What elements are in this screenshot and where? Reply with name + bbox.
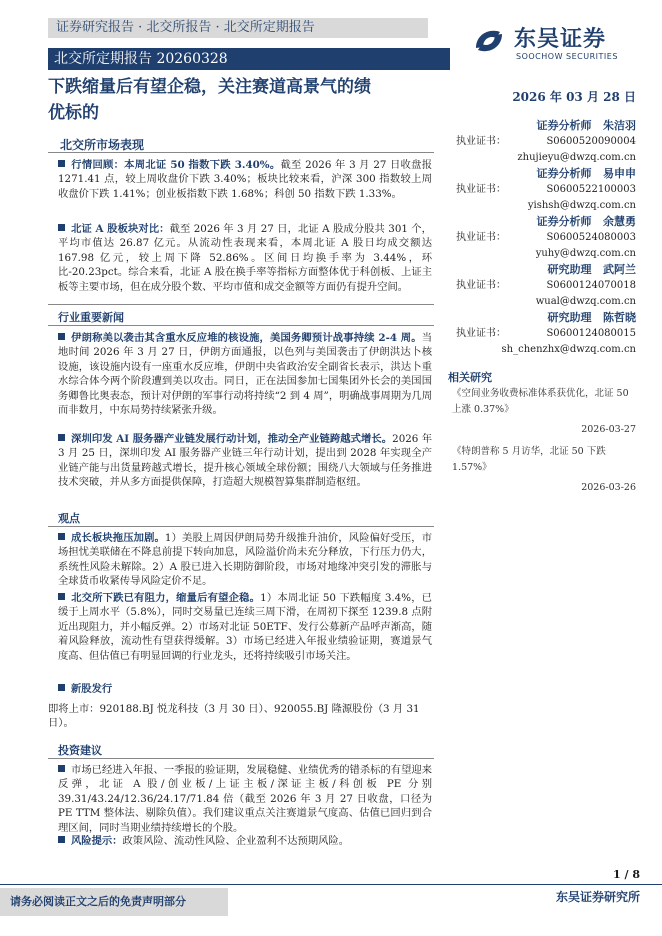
paragraph-advice: 市场已经进入年报、一季报的验证期，发展稳健、业绩优秀的错杀标的有望迎来反弹，北证 A 股/创业板/上证主板/深证主板/科创板 PE 分别 39.31/43.24/12.36/24.17/71.84 倍（截至 2026 年 3 月 27 日收盘，口径为 PE TTM 整体法、剔除负值）。我们建议重点关注赛道景气度高、估值已回归到合理区间，同时当期业绩持续增长的个股。 xyxy=(58,764,432,834)
logo-name: 东吴证券 xyxy=(514,27,607,52)
bullet-icon xyxy=(58,765,65,772)
analyst-card: 证券分析师 易申申 执业证书： S0600522100003 yishsh@dwzq.com.cn xyxy=(456,167,636,211)
analyst-cert: S0600124070018 xyxy=(546,280,636,291)
paragraph-ipo-heading: 新股发行 xyxy=(58,682,432,696)
analyst-title: 证券分析师 易申申 xyxy=(536,167,636,180)
bullet-icon xyxy=(58,160,65,167)
analyst-cert: S0600124080015 xyxy=(546,328,636,339)
analyst-email[interactable]: wual@dwzq.com.cn xyxy=(535,296,636,307)
analyst-title: 研究助理 陈哲晓 xyxy=(547,311,636,324)
bullet-icon xyxy=(58,224,65,231)
logo-mark-icon xyxy=(470,22,508,60)
analyst-card: 证券分析师 余慧勇 执业证书： S0600524080003 yuhy@dwzq.com.cn xyxy=(456,215,636,259)
analyst-title: 证券分析师 余慧勇 xyxy=(536,215,636,228)
analyst-cert: S0600520090004 xyxy=(546,136,636,147)
divider xyxy=(48,758,434,759)
paragraph-news-iran: 伊朗称美以袭击其含重水反应堆的核设施，美国务卿预计战事持续 2-4 周。当地时间 2026 年 3 月 27 日，伊朗方面通报，以色列与美国袭击了伊朗洪达卜核设施，该设施内设有一座重水反应堆，伊朗中央省政治安全副省长表示，洪达卜重水综合体今两个阶段遭到美以攻击。同日，正在法国参加七国集团外长会的美国国务卿鲁比奥表态，预计对伊朗的军事行动将持续“2 到 4 周”，明确战事周期为几周而非数月，中东局势持续紧张升级。 xyxy=(58,332,432,417)
related-item-date: 2026-03-27 xyxy=(581,424,636,435)
logo-en: SOOCHOW SECURITIES xyxy=(516,52,618,61)
section-advice-heading: 投资建议 xyxy=(58,744,102,757)
paragraph-board-compare: 北证 A 股板块对比：截至 2026 年 3 月 27 日，北证 A 股成分股共 301 个，平均市值达 26.87 亿元。从流动性表现来看，本周北证 A 股日均成交额达 167.98 亿元，较上周下降 52.86%。区间日均换手率为 3.44%，环比-20.23pct。综合来看，北证 A 股在换手率等指标方面整体优于科创板、上证主板等主要市场，但在成分股个数、平均市值和成交金额等方面仍有提升空间。 xyxy=(58,223,432,293)
analyst-title: 研究助理 武阿兰 xyxy=(547,263,636,276)
footer-divider xyxy=(0,884,662,885)
footer-org: 东吴证券研究所 xyxy=(555,890,640,904)
report-category: 证券研究报告 · 北交所报告 · 北交所定期报告 xyxy=(48,18,428,38)
report-title: 下跌缩量后有望企稳，关注赛道高景气的绩 优标的 xyxy=(48,77,371,123)
section-views-heading: 观点 xyxy=(58,512,80,525)
page-number: 1 / 8 xyxy=(613,868,640,881)
report-banner: 北交所定期报告 20260328 xyxy=(48,48,450,70)
report-date: 2026 年 03 月 28 日 xyxy=(512,90,636,104)
paragraph-ipo-list: 即将上市：920188.BJ 悦龙科技（3 月 30 日）、920055.BJ 隆源股份（3 月 31 日）。 xyxy=(48,703,420,730)
related-item-date: 2026-03-26 xyxy=(581,482,636,493)
paragraph-growth-pressure: 成长板块拖压加剧。1）美股上周因伊朗局势升级推升油价，风险偏好受压，市场担忧美联储在不降息前提下转向加息，风险溢价尚未充分释放，下行压力仍大，系统性风险未解除。2）A 股已进入长期防御阶段，市场对地缘冲突引发的滞胀与全球货币收紧传导风险定价不足。 xyxy=(58,532,432,588)
paragraph-bse-resistance: 北交所下跌已有阻力，缩量后有望企稳。1）本周北证 50 下跌幅度 3.4%，已缓于上周水平（5.8%），同时交易量已连续三周下滑，在周初下探至 1239.8 点附近出现阻力，并小幅反弹。2）市场对北证 50ETF、发行公募新产品呼声渐高，随着风险释放，流动性有望获得缓解。3）市场已经进入年报业绩验证期，赛道景气度高、但估值已有明显回调的行业龙头，还将持续吸引市场关注。 xyxy=(58,592,433,662)
analyst-card: 研究助理 陈哲晓 执业证书： S0600124080015 sh_chenzhx@dwzq.com.cn xyxy=(456,311,636,355)
bullet-icon xyxy=(58,684,65,691)
paragraph-risk: 风险提示：政策风险、流动性风险、企业盈利不达预期风险。 xyxy=(58,834,432,848)
paragraph-news-shenzhen-ai: 深圳印发 AI 服务器产业链发展行动计划，推动全产业链跨越式增长。2026 年 3 月 25 日，深圳印发 AI 服务器产业链三年行动计划，提出到 2028 年实现全产业链产能与出货量跨越式增长，提升核心领域全球份额；围绕八大领域与任务推进技术突破，并从多方面提供保障，打造超大规模智算集群制造枢纽。 xyxy=(58,433,432,489)
related-item-title[interactable]: 《特朗普称 5 月访华，北证 50 下跌 1.57%》 xyxy=(452,446,606,473)
analyst-title: 证券分析师 朱洁羽 xyxy=(536,119,636,132)
analyst-list xyxy=(456,118,636,358)
analyst-cert: S0600522100003 xyxy=(546,184,636,195)
company-logo xyxy=(470,20,630,68)
analyst-email[interactable]: yuhy@dwzq.com.cn xyxy=(535,248,636,259)
bullet-icon xyxy=(58,333,65,340)
section-news-heading: 行业重要新闻 xyxy=(58,311,124,324)
analyst-email[interactable]: sh_chenzhx@dwzq.com.cn xyxy=(501,344,636,355)
divider xyxy=(48,152,434,153)
bullet-icon xyxy=(58,533,65,540)
bullet-icon xyxy=(58,836,65,843)
disclaimer-bar: 请务必阅读正文之后的免责声明部分 xyxy=(0,888,228,916)
analyst-card: 证券分析师 朱洁羽 执业证书： S0600520090004 zhujieyu@dwzq.com.cn xyxy=(456,119,636,163)
divider xyxy=(48,325,434,326)
related-research-heading: 相关研究 xyxy=(448,371,492,384)
divider xyxy=(48,526,434,527)
related-item-title[interactable]: 《空间业务收费标准体系获优化，北证 50 上涨 0.37%》 xyxy=(452,388,629,415)
paragraph-market-review: 行情回顾：本周北证 50 指数下跌 3.40%。截至 2026 年 3 月 27 日收盘报 1271.41 点，较上周收盘价下跌 3.40%；板块比较来看，沪深 300 指数较上周收盘价下跌 1.41%；创业板指数下跌 1.68%；科创 50 指数下跌 1.33%。 xyxy=(58,159,433,200)
bullet-icon xyxy=(58,434,65,441)
analyst-cert: S0600524080003 xyxy=(546,232,636,243)
bullet-icon xyxy=(58,593,65,600)
section-market-heading: 北交所市场表现 xyxy=(60,138,145,152)
analyst-email[interactable]: zhujieyu@dwzq.com.cn xyxy=(517,152,636,163)
divider xyxy=(48,304,434,305)
analyst-email[interactable]: yishsh@dwzq.com.cn xyxy=(527,200,636,211)
analyst-card: 研究助理 武阿兰 执业证书： S0600124070018 wual@dwzq.com.cn xyxy=(456,263,636,307)
